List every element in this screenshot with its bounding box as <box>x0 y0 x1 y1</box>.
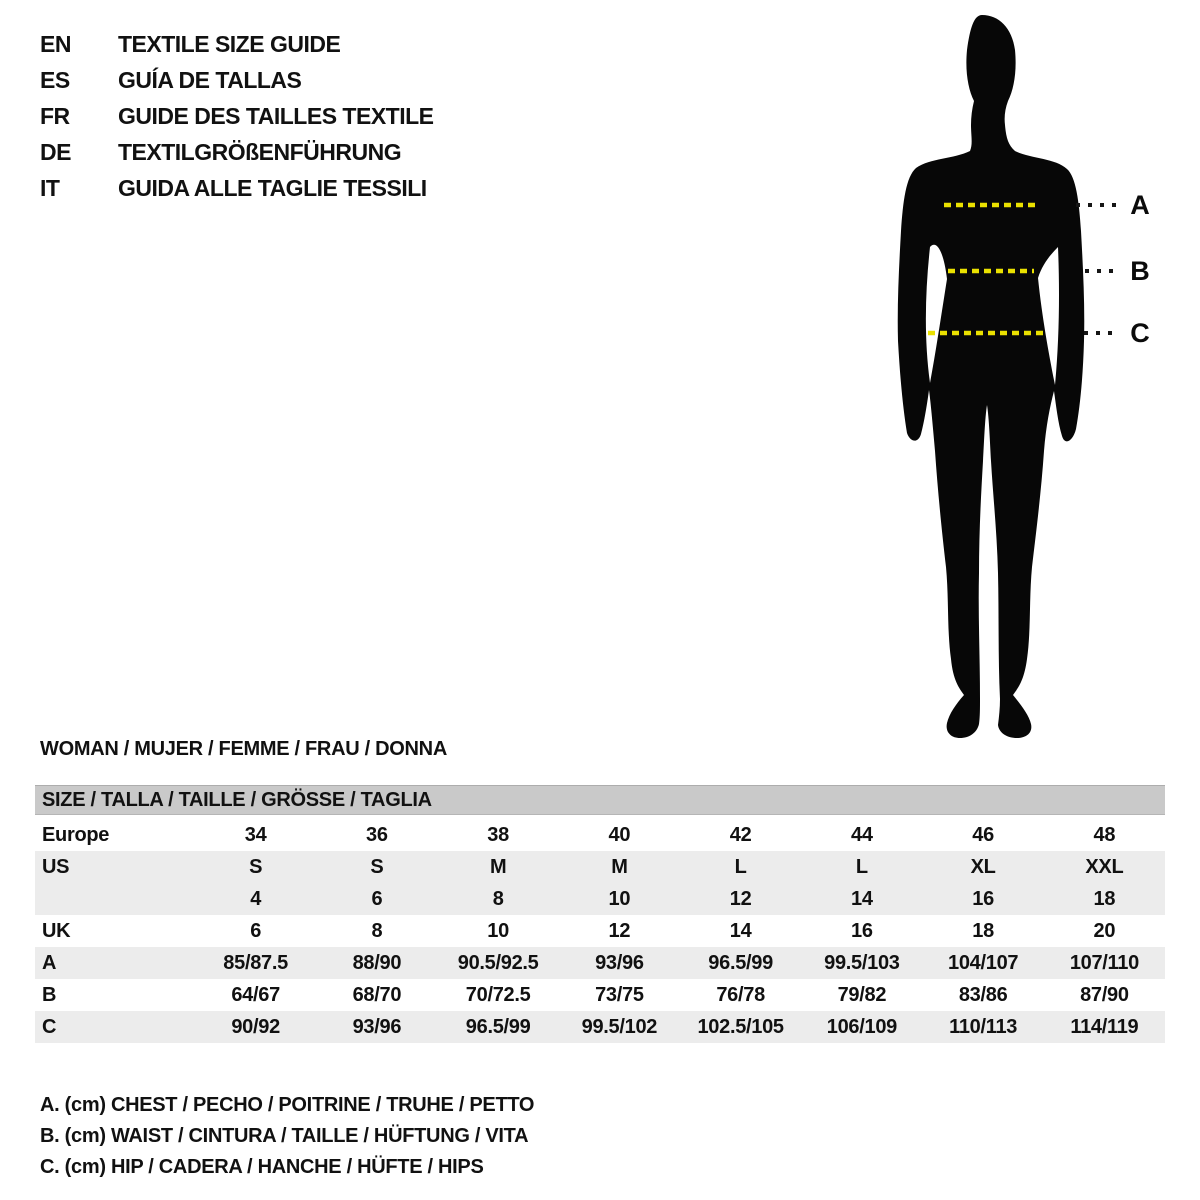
size-cell: 40 <box>608 823 631 846</box>
size-cell: 90.5/92.5 <box>457 951 539 974</box>
size-cell: 14 <box>851 887 873 910</box>
size-cell: 96.5/99 <box>465 1015 531 1038</box>
size-cell: 20 <box>1093 919 1116 942</box>
size-cell: 102.5/105 <box>697 1015 784 1038</box>
size-cell: 48 <box>1093 823 1116 846</box>
row-label: C <box>42 1015 57 1038</box>
size-cell: 14 <box>729 919 752 942</box>
size-table-row <box>35 979 1165 1011</box>
row-label: US <box>42 855 70 878</box>
size-cell: S <box>249 855 263 878</box>
size-cell: 10 <box>487 919 509 942</box>
size-cell: 104/107 <box>948 951 1019 974</box>
size-cell: 114/119 <box>1070 1015 1139 1038</box>
legend-line: B. (cm) WAIST / CINTURA / TAILLE / HÜFTUNG / VITA <box>40 1125 529 1147</box>
size-table-row <box>35 819 1165 851</box>
size-cell: 68/70 <box>352 983 402 1006</box>
size-cell: 8 <box>492 887 504 910</box>
size-cell: 96.5/99 <box>708 951 773 974</box>
size-cell: XXL <box>1085 855 1124 878</box>
size-cell: 93/96 <box>595 951 644 974</box>
size-cell: 44 <box>851 823 873 846</box>
language-code: DE <box>40 138 71 165</box>
size-cell: 87/90 <box>1080 983 1129 1006</box>
size-cell: 42 <box>729 823 752 846</box>
language-row <box>40 170 434 206</box>
measure-marker: B <box>1130 256 1150 286</box>
guide-title-text: GUIDE DES TAILLES TEXTILE <box>118 102 434 129</box>
woman-silhouette-figure <box>880 5 1200 750</box>
size-cell: 106/109 <box>826 1015 897 1038</box>
legend-line: A. (cm) CHEST / PECHO / POITRINE / TRUHE / PETTO <box>40 1094 535 1116</box>
size-cell: S <box>370 855 384 878</box>
size-cell: 83/86 <box>958 983 1008 1006</box>
size-cell: 4 <box>250 887 262 910</box>
row-label: UK <box>42 919 71 942</box>
title-block <box>40 26 434 206</box>
woman-silhouette <box>898 15 1085 738</box>
size-cell: 107/110 <box>1069 951 1139 974</box>
size-cell: 8 <box>371 919 383 942</box>
size-cell: 38 <box>487 823 509 846</box>
size-cell: 6 <box>250 919 262 942</box>
size-cell: 99.5/102 <box>581 1015 658 1038</box>
size-cell: 16 <box>972 887 994 910</box>
size-cell: 79/82 <box>837 983 887 1006</box>
guide-title-text: TEXTILGRÖßENFÜHRUNG <box>118 138 402 165</box>
language-code: FR <box>40 102 70 129</box>
guide-title-text: GUIDA ALLE TAGLIE TESSILI <box>118 174 427 201</box>
size-cell: 12 <box>608 919 631 942</box>
silhouette-svg <box>880 5 1200 750</box>
size-cell: 88/90 <box>352 951 402 974</box>
legend-line: C. (cm) HIP / CADERA / HANCHE / HÜFTE / HIPS <box>40 1156 484 1178</box>
language-row <box>40 134 434 170</box>
size-cell: 10 <box>608 887 631 910</box>
size-cell: 76/78 <box>716 983 765 1006</box>
size-cell: 90/92 <box>231 1015 280 1038</box>
size-cell: 6 <box>371 887 383 910</box>
size-cell: L <box>734 855 747 878</box>
size-cell: 64/67 <box>231 983 280 1006</box>
size-table-header: SIZE / TALLA / TAILLE / GRÖSSE / TAGLIA <box>35 785 1165 815</box>
gender-heading: WOMAN / MUJER / FEMME / FRAU / DONNA <box>40 738 447 760</box>
size-table <box>35 785 1165 1043</box>
row-label: A <box>42 951 57 974</box>
row-label: B <box>42 983 57 1006</box>
language-code: IT <box>40 174 60 201</box>
size-cell: 18 <box>1093 887 1116 910</box>
language-code: ES <box>40 66 70 93</box>
size-cell: 46 <box>972 823 994 846</box>
language-code: EN <box>40 30 71 57</box>
size-cell: 73/75 <box>595 983 644 1006</box>
size-cell: 70/72.5 <box>465 983 531 1006</box>
row-label: Europe <box>42 823 110 846</box>
size-cell: 12 <box>729 887 752 910</box>
size-cell: 36 <box>366 823 388 846</box>
size-cell: M <box>611 855 628 878</box>
size-table-body <box>35 819 1165 1043</box>
size-cell: M <box>489 855 507 878</box>
size-cell: 99.5/103 <box>824 951 900 974</box>
size-table-row <box>35 915 1165 947</box>
size-cell: 110/113 <box>949 1015 1018 1038</box>
guide-title-text: TEXTILE SIZE GUIDE <box>118 30 341 57</box>
size-cell: L <box>855 855 868 878</box>
size-cell: 16 <box>851 919 873 942</box>
size-table-row <box>35 851 1165 883</box>
measure-marker: C <box>1130 318 1150 348</box>
size-cell: 93/96 <box>352 1015 402 1038</box>
size-table-row <box>35 1011 1165 1043</box>
size-table-row <box>35 947 1165 979</box>
language-row <box>40 26 434 62</box>
language-row <box>40 62 434 98</box>
language-row <box>40 98 434 134</box>
size-cell: XL <box>970 855 996 878</box>
measure-marker: A <box>1130 190 1150 220</box>
size-table-row <box>35 883 1165 915</box>
size-cell: 18 <box>972 919 994 942</box>
measurement-legend <box>40 1090 534 1183</box>
guide-title-text: GUÍA DE TALLAS <box>118 66 302 93</box>
size-cell: 34 <box>244 823 267 846</box>
size-cell: 85/87.5 <box>223 951 288 974</box>
